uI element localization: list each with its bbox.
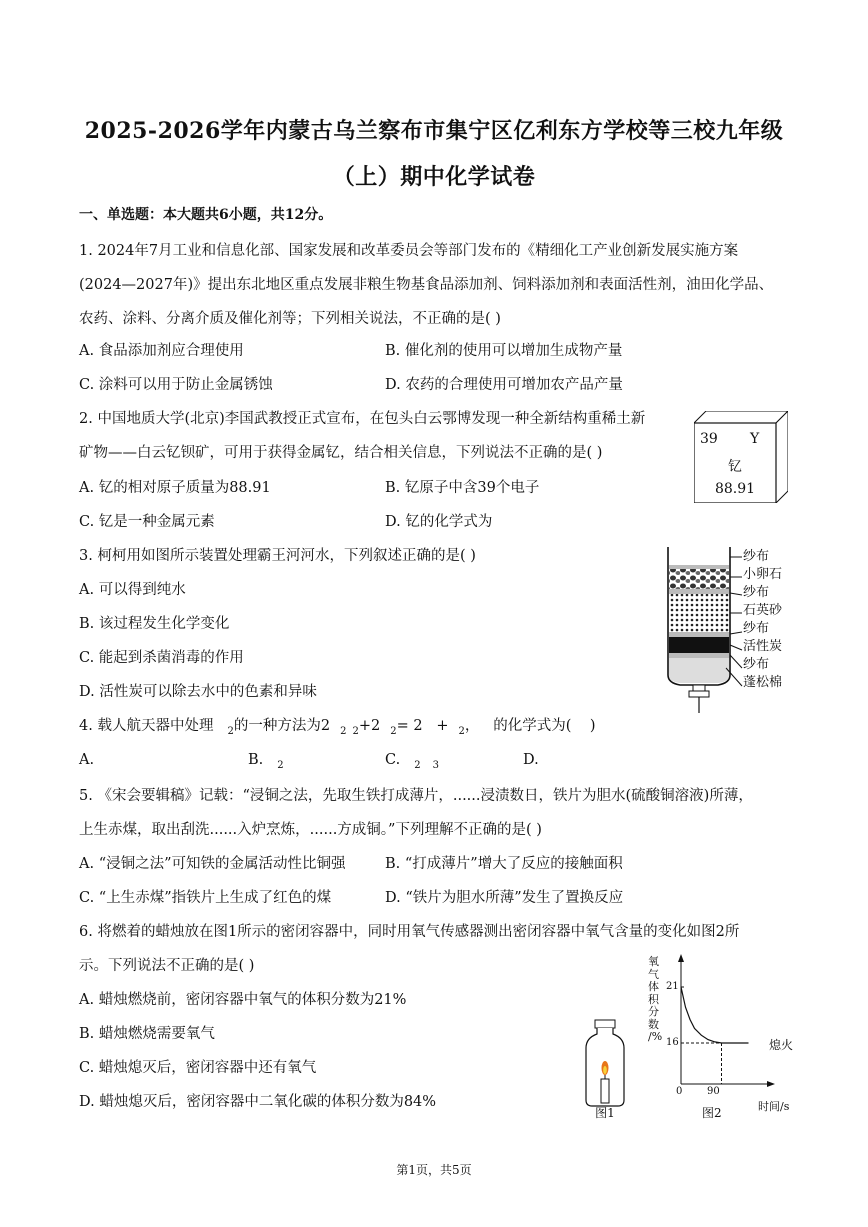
x-axis-label: 时间/s: [758, 1100, 790, 1113]
q4-sub-2: 2: [340, 725, 347, 737]
y-axis-label: [648, 956, 662, 1044]
label-pebbles: 小卵石: [743, 567, 783, 582]
q2-option-c: C. 钇是一种金属元素: [79, 514, 215, 530]
y-label-char-2: 气: [648, 967, 659, 981]
q1-option-a: A. 食品添加剂应合理使用: [79, 343, 244, 359]
x-tick-90: 90: [707, 1086, 720, 1097]
annotation-extinguished: 熄火: [769, 1038, 794, 1052]
q2-line1: 2. 中国地质大学(北京)李国武教授正式宣布，在包头白云鄂博发现一种全新结构重稀土新: [79, 411, 646, 427]
label-gauze-4: 纱布: [743, 657, 770, 672]
section-header: 一、单选题：本大题共6小题，共12分。: [79, 207, 333, 223]
element-mass: 88.91: [714, 481, 756, 497]
label-cotton: 蓬松棉: [743, 675, 783, 690]
q1-option-d: D. 农药的合理使用可增加农产品产量: [385, 377, 623, 393]
q4-text-5: ， 的化学式为( ): [464, 718, 596, 734]
y-label-char-6: 数: [648, 1017, 659, 1031]
q6-option-b: B. 蜡烛燃烧需要氧气: [79, 1026, 215, 1042]
q2-line2: 矿物——白云钇钡矿，可用于获得金属钇，结合相关信息，下列说法不正确的是( ): [79, 445, 603, 461]
q4-option-b-label: B.: [248, 752, 264, 768]
figure-2-caption: 图2: [702, 1106, 722, 1120]
q4-option-c-label: C.: [385, 752, 401, 768]
element-name: 钇: [728, 459, 742, 475]
y-label-unit: /%: [648, 1030, 663, 1043]
q1-line1: 1. 2024年7月工业和信息化部、国家发展和改革委员会等部门发布的《精细化工产业创新发展实施方案: [79, 243, 739, 259]
q4-text-3: +2: [358, 718, 381, 734]
q5-option-b: B. “打成薄片”增大了反应的接触面积: [385, 856, 623, 872]
exam-title-line2: （上）期中化学试卷: [332, 164, 536, 190]
q6-line1: 6. 将燃着的蜡烛放在图1所示的密闭容器中，同时用氧气传感器测出密闭容器中氧气含量的变化如图2所: [79, 924, 740, 940]
q2-option-a: A. 钇的相对原子质量为88.91: [79, 480, 271, 496]
q4-option-c-sub1: 2: [414, 759, 421, 771]
x-tick-0: 0: [676, 1086, 683, 1097]
element-symbol: Y: [750, 431, 760, 447]
label-activated-carbon: 活性炭: [743, 639, 783, 654]
q1-option-b: B. 催化剂的使用可以增加生成物产量: [385, 343, 623, 359]
q3-line1: 3. 柯柯用如图所示装置处理霸王河河水，下列叙述正确的是( ): [79, 548, 476, 564]
label-gauze-2: 纱布: [743, 585, 770, 600]
y-label-char-3: 体: [648, 980, 659, 993]
q3-option-b: B. 该过程发生化学变化: [79, 616, 230, 632]
q4-option-b: [248, 750, 284, 776]
q4-sub-4: 2: [390, 725, 397, 737]
y-label-char-4: 积: [648, 992, 659, 1006]
oxygen-series-line: [681, 987, 749, 1043]
q3-option-d: D. 活性炭可以除去水中的色素和异味: [79, 684, 317, 700]
x-axis-arrow: [767, 1081, 775, 1087]
page-footer: 第1页，共5页: [396, 1163, 472, 1177]
q6-option-a: A. 蜡烛燃烧前，密闭容器中氧气的体积分数为21%: [79, 992, 407, 1008]
q4-option-b-sub: 2: [277, 759, 284, 771]
q5-line1: 5. 《宋会要辑稿》记载：“浸铜之法，先取生铁打成薄片，......浸渍数日，铁片为胆水(硫酸铜溶液)所薄，: [79, 788, 753, 804]
q6-option-c: C. 蜡烛熄灭后，密闭容器中还有氧气: [79, 1060, 317, 1076]
q4-sub-5: 2: [458, 725, 465, 737]
q2-option-d: D. 钇的化学式为: [385, 514, 493, 530]
q6-line2: 示。下列说法不正确的是( ): [79, 958, 255, 974]
q6-option-d: D. 蜡烛熄灭后，密闭容器中二氧化碳的体积分数为84%: [79, 1094, 437, 1110]
q1-option-c: C. 涂料可以用于防止金属锈蚀: [79, 377, 273, 393]
y-tick-21: 21: [666, 981, 679, 992]
q3-option-a: A. 可以得到纯水: [79, 582, 186, 598]
label-gauze-1: 纱布: [743, 549, 770, 564]
element-number: 39: [700, 431, 718, 447]
q5-option-a: A. “浸铜之法”可知铁的金属活动性比铜强: [79, 856, 346, 872]
q5-option-c: C. “上生赤煤”指铁片上生成了红色的煤: [79, 890, 332, 906]
exam-title-line1: 2025-2026学年内蒙古乌兰察布市集宁区亿利东方学校等三校九年级: [84, 118, 784, 144]
q4-option-c: [385, 750, 439, 776]
q4-stem: [79, 716, 595, 742]
figure-1-candle-jar: [580, 1018, 630, 1124]
q1-line2: (2024—2027年)》提出东北地区重点发展非粮生物基食品添加剂、饲料添加剂和表面活性剂，油田化学品、: [79, 277, 774, 293]
y-label-char-5: 分: [648, 1005, 659, 1018]
q4-sub-1: 2: [227, 725, 234, 737]
figure-1-caption: 图1: [595, 1106, 615, 1120]
q1-line3: 农药、涂料、分离介质及催化剂等；下列相关说法，不正确的是( ): [79, 311, 501, 327]
figure-2-oxygen-chart: [645, 950, 805, 1126]
q4-text-4: = 2 +: [396, 718, 449, 734]
label-gauze-3: 纱布: [743, 621, 770, 636]
q4-option-c-sub2: 3: [432, 759, 439, 771]
element-card: [694, 411, 788, 503]
q4-option-d: D.: [523, 752, 539, 768]
q4-text-1: 4. 载人航天器中处理: [79, 718, 214, 734]
q4-text-2: 的一种方法为2: [233, 718, 331, 734]
y-label-char-1: 氧: [648, 955, 659, 968]
q2-option-b: B. 钇原子中含39个电子: [385, 480, 540, 496]
y-tick-16: 16: [666, 1037, 679, 1048]
y-axis-arrow: [678, 954, 684, 962]
label-quartz-sand: 石英砂: [743, 603, 783, 618]
q4-sub-3: 2: [352, 725, 359, 737]
q3-option-c: C. 能起到杀菌消毒的作用: [79, 650, 244, 666]
q5-option-d: D. “铁片为胆水所薄”发生了置换反应: [385, 890, 624, 906]
q5-line2: 上生赤煤，取出刮洗......入炉烹炼，......方成铜。”下列理解不正确的是( ): [79, 822, 542, 838]
candle-jar-drawing: [580, 1018, 630, 1108]
filter-apparatus: [660, 543, 795, 715]
q4-option-a: A.: [79, 752, 95, 768]
